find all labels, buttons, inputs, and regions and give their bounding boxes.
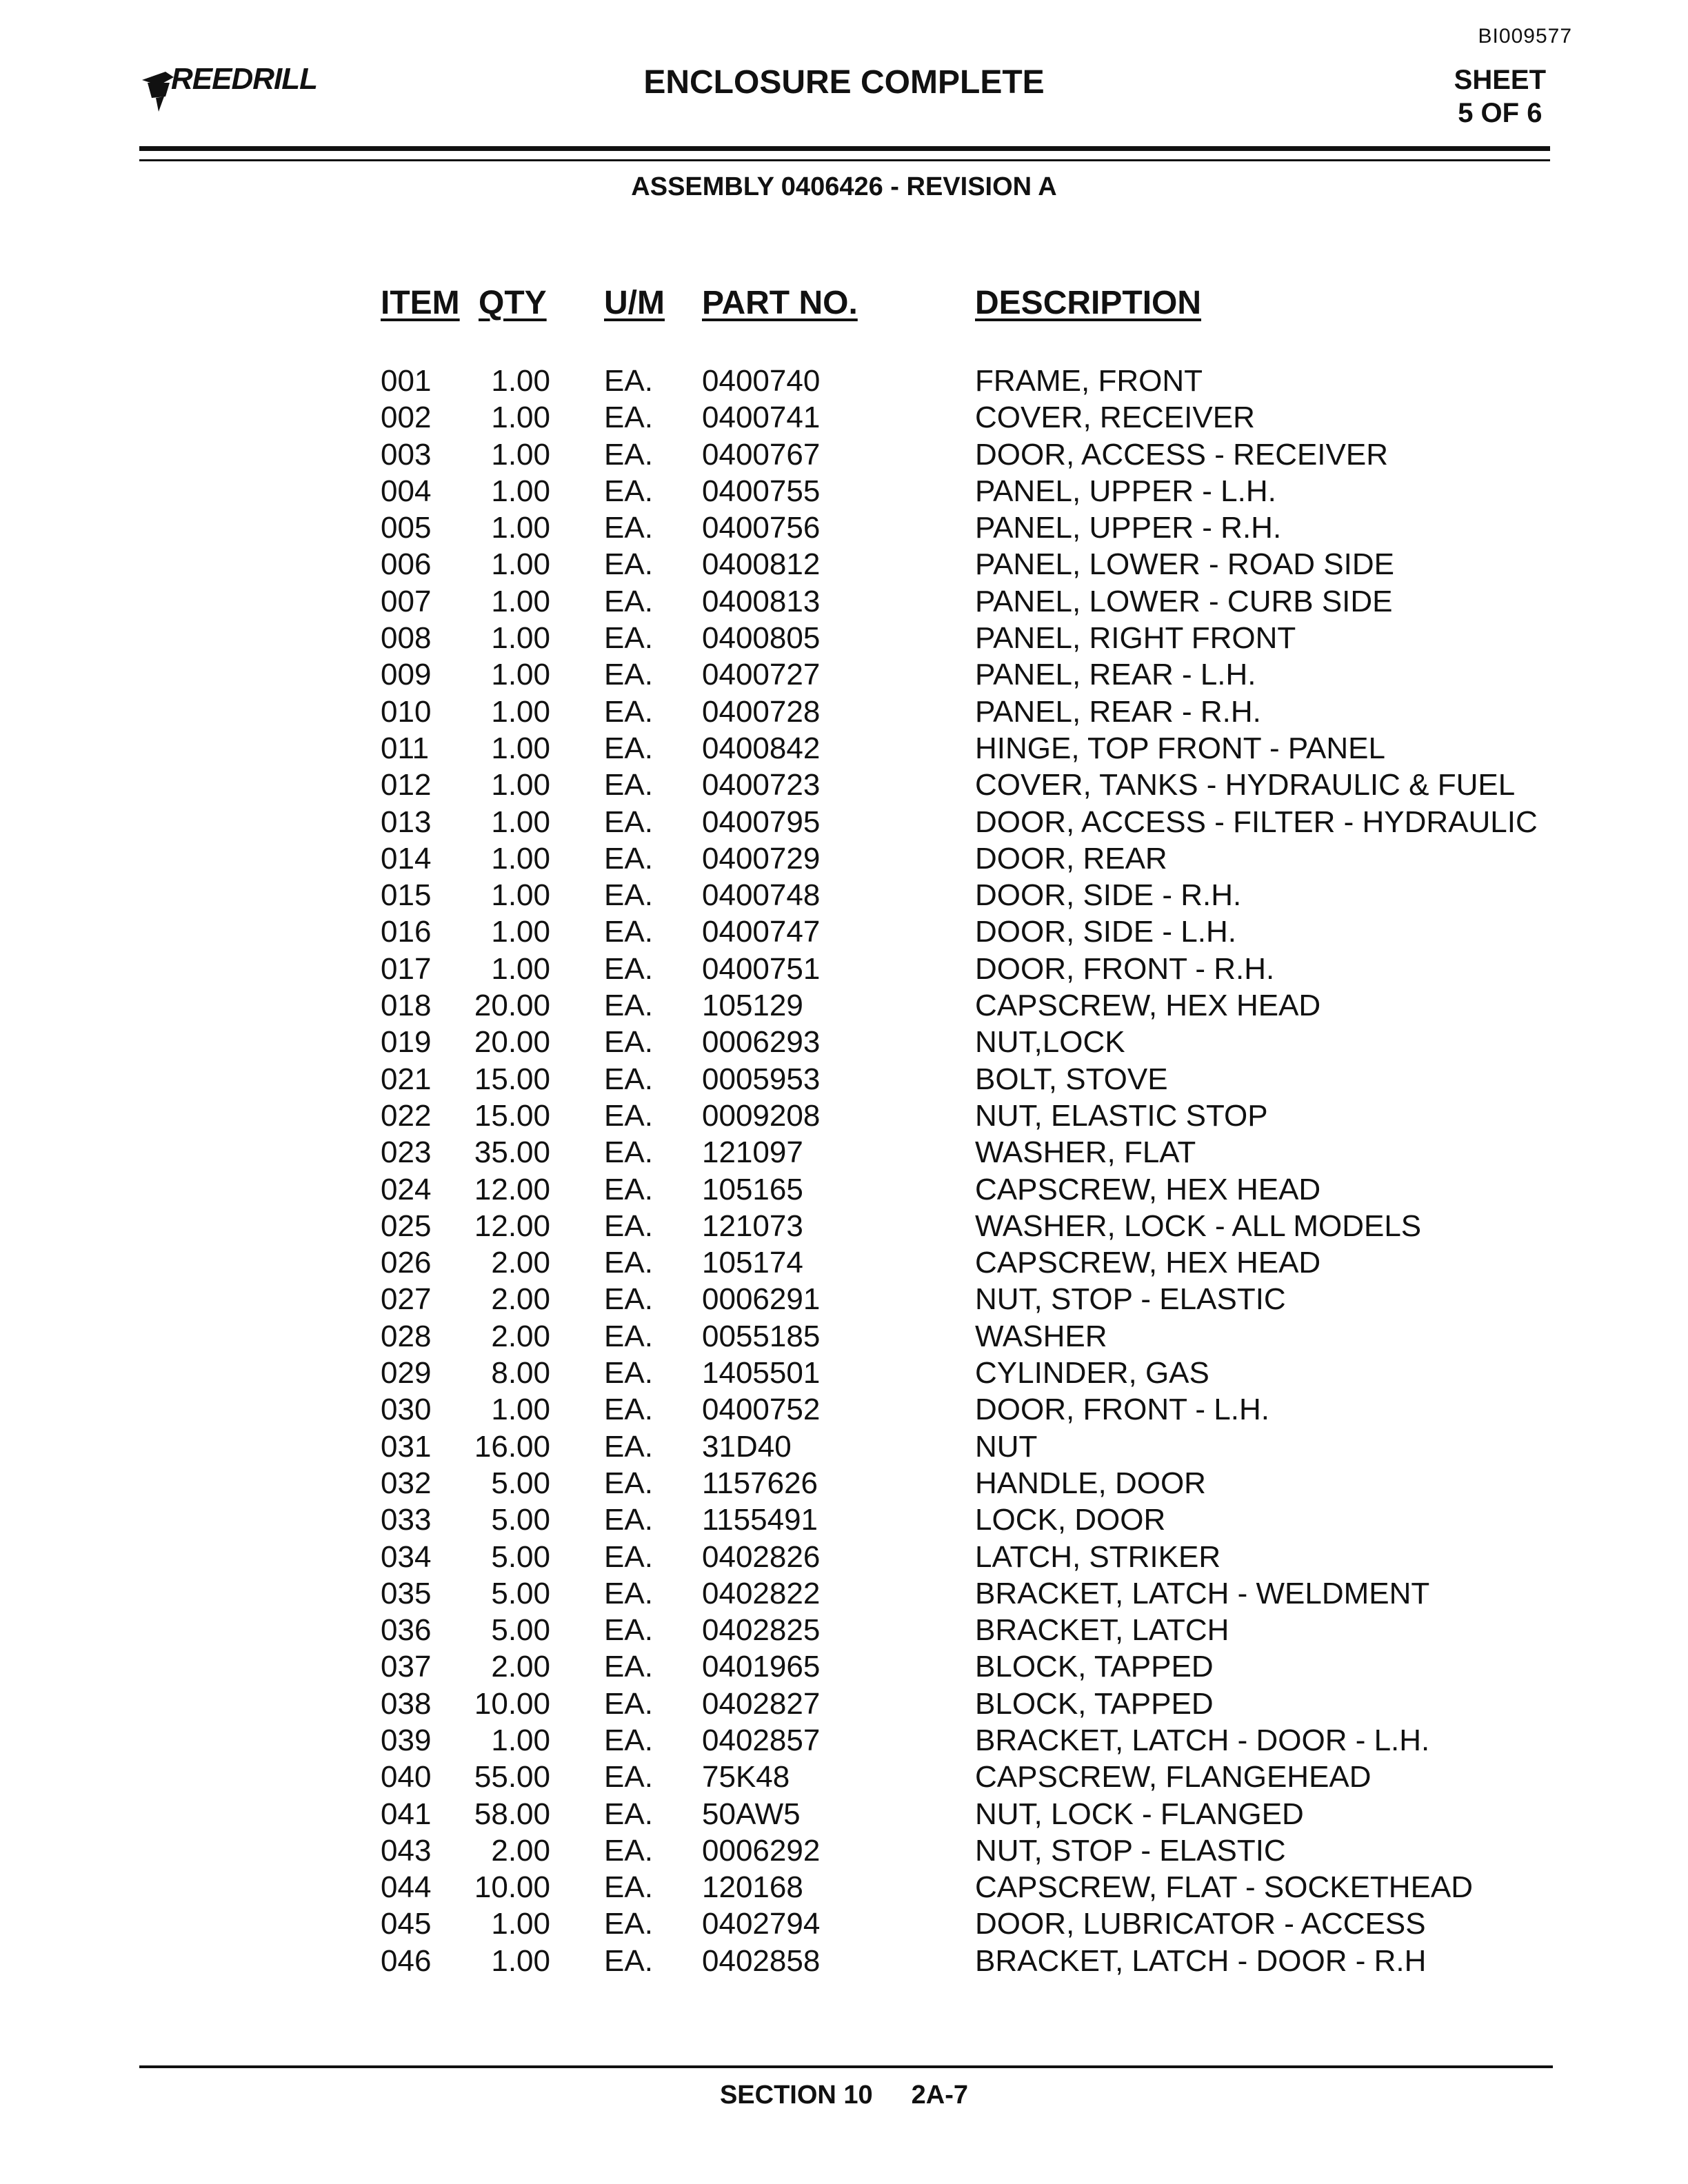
cell-description: DOOR, LUBRICATOR - ACCESS bbox=[975, 1907, 1426, 1941]
table-row bbox=[0, 1612, 1688, 1648]
cell-part-no: 0401965 bbox=[702, 1650, 821, 1684]
cell-qty: 5.00 bbox=[491, 1466, 550, 1500]
cell-um: EA. bbox=[604, 1797, 653, 1831]
table-row bbox=[0, 1502, 1688, 1538]
cell-qty: 15.00 bbox=[474, 1098, 550, 1133]
cell-um: EA. bbox=[604, 1209, 653, 1243]
cell-qty: 8.00 bbox=[491, 1356, 550, 1391]
cell-part-no: 0400767 bbox=[702, 437, 821, 472]
cell-description: PANEL, LOWER - ROAD SIDE bbox=[975, 547, 1394, 582]
cell-part-no: 0400756 bbox=[702, 511, 821, 545]
cell-qty: 1.00 bbox=[491, 915, 550, 949]
table-row bbox=[0, 1281, 1688, 1317]
cell-description: WASHER, FLAT bbox=[975, 1135, 1196, 1170]
cell-item: 005 bbox=[381, 511, 432, 545]
cell-item: 044 bbox=[381, 1870, 432, 1905]
cell-qty: 2.00 bbox=[491, 1833, 550, 1868]
cell-um: EA. bbox=[604, 1870, 653, 1905]
table-row bbox=[0, 1905, 1688, 1942]
cell-description: NUT,LOCK bbox=[975, 1025, 1125, 1060]
cell-description: DOOR, SIDE - L.H. bbox=[975, 915, 1236, 949]
cell-description: DOOR, ACCESS - FILTER - HYDRAULIC bbox=[975, 805, 1538, 839]
cell-item: 046 bbox=[381, 1943, 432, 1978]
document-id: BI009577 bbox=[1478, 25, 1572, 48]
cell-description: WASHER, LOCK - ALL MODELS bbox=[975, 1209, 1422, 1243]
cell-um: EA. bbox=[604, 1098, 653, 1133]
cell-item: 024 bbox=[381, 1172, 432, 1206]
cell-qty: 5.00 bbox=[491, 1613, 550, 1648]
cell-item: 008 bbox=[381, 621, 432, 656]
column-header-description: DESCRIPTION bbox=[975, 285, 1202, 321]
table-row bbox=[0, 436, 1688, 473]
footer-rule bbox=[139, 2065, 1553, 2068]
cell-part-no: 0400727 bbox=[702, 658, 821, 692]
table-row bbox=[0, 1098, 1688, 1134]
cell-part-no: 31D40 bbox=[702, 1429, 792, 1464]
cell-qty: 12.00 bbox=[474, 1209, 550, 1243]
cell-qty: 1.00 bbox=[491, 474, 550, 508]
cell-item: 030 bbox=[381, 1393, 432, 1427]
cell-um: EA. bbox=[604, 511, 653, 545]
cell-part-no: 0400741 bbox=[702, 401, 821, 435]
cell-part-no: 0400748 bbox=[702, 878, 821, 913]
cell-um: EA. bbox=[604, 1686, 653, 1721]
cell-qty: 1.00 bbox=[491, 878, 550, 913]
table-row bbox=[0, 1391, 1688, 1428]
cell-description: CAPSCREW, FLANGEHEAD bbox=[975, 1760, 1372, 1794]
cell-um: EA. bbox=[604, 1503, 653, 1537]
cell-part-no: 0402857 bbox=[702, 1723, 821, 1757]
cell-description: NUT, LOCK - FLANGED bbox=[975, 1797, 1304, 1831]
cell-part-no: 0400755 bbox=[702, 474, 821, 508]
cell-description: HINGE, TOP FRONT - PANEL bbox=[975, 731, 1385, 765]
cell-qty: 1.00 bbox=[491, 768, 550, 802]
cell-part-no: 0402858 bbox=[702, 1943, 821, 1978]
cell-part-no: 0400795 bbox=[702, 805, 821, 839]
cell-description: LOCK, DOOR bbox=[975, 1503, 1166, 1537]
table-row bbox=[0, 1759, 1688, 1795]
page-footer bbox=[0, 2081, 1688, 2110]
cell-item: 023 bbox=[381, 1135, 432, 1170]
cell-item: 018 bbox=[381, 989, 432, 1023]
cell-part-no: 105129 bbox=[702, 989, 803, 1023]
cell-description: LATCH, STRIKER bbox=[975, 1539, 1221, 1574]
cell-description: BLOCK, TAPPED bbox=[975, 1650, 1214, 1684]
cell-description: NUT bbox=[975, 1429, 1038, 1464]
sheet-label: SHEET bbox=[1454, 65, 1546, 95]
cell-part-no: 50AW5 bbox=[702, 1797, 801, 1831]
table-row bbox=[0, 1722, 1688, 1759]
cell-part-no: 1157626 bbox=[702, 1466, 818, 1500]
cell-qty: 1.00 bbox=[491, 731, 550, 765]
logo-wordmark: REEDRILL bbox=[171, 62, 317, 96]
cell-item: 040 bbox=[381, 1760, 432, 1794]
table-row bbox=[0, 1355, 1688, 1391]
cell-qty: 1.00 bbox=[491, 1393, 550, 1427]
cell-part-no: 0402822 bbox=[702, 1576, 821, 1610]
cell-um: EA. bbox=[604, 841, 653, 876]
cell-part-no: 0400747 bbox=[702, 915, 821, 949]
cell-qty: 1.00 bbox=[491, 401, 550, 435]
cell-item: 006 bbox=[381, 547, 432, 582]
cell-item: 022 bbox=[381, 1098, 432, 1133]
cell-qty: 1.00 bbox=[491, 437, 550, 472]
cell-qty: 20.00 bbox=[474, 989, 550, 1023]
cell-um: EA. bbox=[604, 1135, 653, 1170]
cell-um: EA. bbox=[604, 1246, 653, 1280]
cell-description: CAPSCREW, HEX HEAD bbox=[975, 989, 1321, 1023]
cell-qty: 16.00 bbox=[474, 1429, 550, 1464]
table-row bbox=[0, 1648, 1688, 1685]
cell-um: EA. bbox=[604, 401, 653, 435]
cell-qty: 1.00 bbox=[491, 1723, 550, 1757]
cell-qty: 1.00 bbox=[491, 841, 550, 876]
cell-qty: 2.00 bbox=[491, 1282, 550, 1317]
cell-part-no: 121073 bbox=[702, 1209, 803, 1243]
cell-item: 007 bbox=[381, 584, 432, 618]
cell-part-no: 0400842 bbox=[702, 731, 821, 765]
table-body bbox=[0, 363, 1688, 1979]
cell-item: 027 bbox=[381, 1282, 432, 1317]
cell-um: EA. bbox=[604, 364, 653, 398]
cell-um: EA. bbox=[604, 1943, 653, 1978]
table-row bbox=[0, 1318, 1688, 1355]
cell-qty: 2.00 bbox=[491, 1319, 550, 1353]
cell-description: DOOR, ACCESS - RECEIVER bbox=[975, 437, 1389, 472]
footer-page-number: 2A-7 bbox=[911, 2081, 969, 2110]
table-row bbox=[0, 1686, 1688, 1722]
cell-description: DOOR, FRONT - L.H. bbox=[975, 1393, 1269, 1427]
assembly-subtitle: ASSEMBLY 0406426 - REVISION A bbox=[631, 172, 1057, 201]
cell-item: 028 bbox=[381, 1319, 432, 1353]
cell-description: WASHER bbox=[975, 1319, 1107, 1353]
cell-item: 029 bbox=[381, 1356, 432, 1391]
cell-description: FRAME, FRONT bbox=[975, 364, 1203, 398]
cell-description: NUT, STOP - ELASTIC bbox=[975, 1282, 1286, 1317]
cell-part-no: 0400729 bbox=[702, 841, 821, 876]
cell-item: 033 bbox=[381, 1503, 432, 1537]
cell-qty: 10.00 bbox=[474, 1686, 550, 1721]
cell-um: EA. bbox=[604, 584, 653, 618]
cell-qty: 1.00 bbox=[491, 951, 550, 986]
cell-um: EA. bbox=[604, 1539, 653, 1574]
cell-um: EA. bbox=[604, 878, 653, 913]
cell-qty: 12.00 bbox=[474, 1172, 550, 1206]
parts-table bbox=[0, 283, 1688, 1979]
cell-um: EA. bbox=[604, 1466, 653, 1500]
table-row bbox=[0, 767, 1688, 803]
cell-part-no: 1155491 bbox=[702, 1503, 818, 1537]
cell-qty: 1.00 bbox=[491, 694, 550, 729]
cell-um: EA. bbox=[604, 1356, 653, 1391]
cell-um: EA. bbox=[604, 1062, 653, 1096]
cell-description: PANEL, LOWER - CURB SIDE bbox=[975, 584, 1393, 618]
column-header-item: ITEM bbox=[381, 285, 460, 321]
cell-um: EA. bbox=[604, 805, 653, 839]
cell-qty: 5.00 bbox=[491, 1539, 550, 1574]
cell-qty: 10.00 bbox=[474, 1870, 550, 1905]
cell-um: EA. bbox=[604, 1613, 653, 1648]
cell-part-no: 0400740 bbox=[702, 364, 821, 398]
cell-item: 009 bbox=[381, 658, 432, 692]
cell-description: HANDLE, DOOR bbox=[975, 1466, 1206, 1500]
cell-um: EA. bbox=[604, 1760, 653, 1794]
cell-part-no: 0402826 bbox=[702, 1539, 821, 1574]
table-row bbox=[0, 1244, 1688, 1281]
cell-part-no: 0400752 bbox=[702, 1393, 821, 1427]
cell-qty: 1.00 bbox=[491, 1943, 550, 1978]
cell-um: EA. bbox=[604, 915, 653, 949]
cell-qty: 20.00 bbox=[474, 1025, 550, 1060]
cell-part-no: 0400813 bbox=[702, 584, 821, 618]
cell-part-no: 0055185 bbox=[702, 1319, 821, 1353]
table-row bbox=[0, 1869, 1688, 1905]
cell-description: DOOR, REAR bbox=[975, 841, 1167, 876]
column-header-um: U/M bbox=[604, 285, 665, 321]
cell-qty: 1.00 bbox=[491, 1907, 550, 1941]
cell-item: 035 bbox=[381, 1576, 432, 1610]
cell-um: EA. bbox=[604, 474, 653, 508]
table-row bbox=[0, 987, 1688, 1024]
cell-item: 002 bbox=[381, 401, 432, 435]
cell-um: EA. bbox=[604, 1393, 653, 1427]
cell-item: 034 bbox=[381, 1539, 432, 1574]
cell-part-no: 0402827 bbox=[702, 1686, 821, 1721]
cell-qty: 55.00 bbox=[474, 1760, 550, 1794]
cell-qty: 1.00 bbox=[491, 621, 550, 656]
cell-description: COVER, TANKS - HYDRAULIC & FUEL bbox=[975, 768, 1516, 802]
cell-item: 003 bbox=[381, 437, 432, 472]
cell-item: 019 bbox=[381, 1025, 432, 1060]
cell-description: DOOR, SIDE - R.H. bbox=[975, 878, 1242, 913]
table-row bbox=[0, 656, 1688, 693]
table-row bbox=[0, 1575, 1688, 1612]
table-row bbox=[0, 804, 1688, 840]
table-row bbox=[0, 620, 1688, 656]
cell-part-no: 121097 bbox=[702, 1135, 803, 1170]
cell-um: EA. bbox=[604, 694, 653, 729]
cell-item: 032 bbox=[381, 1466, 432, 1500]
table-row bbox=[0, 913, 1688, 950]
table-row bbox=[0, 1134, 1688, 1171]
cell-part-no: 0006292 bbox=[702, 1833, 821, 1868]
cell-um: EA. bbox=[604, 1319, 653, 1353]
cell-part-no: 0005953 bbox=[702, 1062, 821, 1096]
cell-item: 010 bbox=[381, 694, 432, 729]
footer-section: SECTION 10 bbox=[719, 2081, 873, 2110]
cell-qty: 1.00 bbox=[491, 364, 550, 398]
table-row bbox=[0, 1428, 1688, 1465]
table-row bbox=[0, 730, 1688, 767]
cell-item: 011 bbox=[381, 731, 430, 765]
cell-description: PANEL, UPPER - L.H. bbox=[975, 474, 1276, 508]
cell-item: 041 bbox=[381, 1797, 432, 1831]
cell-part-no: 0402794 bbox=[702, 1907, 821, 1941]
cell-description: CAPSCREW, FLAT - SOCKETHEAD bbox=[975, 1870, 1474, 1905]
cell-description: CAPSCREW, HEX HEAD bbox=[975, 1246, 1321, 1280]
cell-item: 013 bbox=[381, 805, 432, 839]
cell-um: EA. bbox=[604, 1723, 653, 1757]
cell-um: EA. bbox=[604, 989, 653, 1023]
table-row bbox=[0, 473, 1688, 509]
cell-item: 038 bbox=[381, 1686, 432, 1721]
cell-description: PANEL, UPPER - R.H. bbox=[975, 511, 1282, 545]
cell-item: 016 bbox=[381, 915, 432, 949]
cell-um: EA. bbox=[604, 1650, 653, 1684]
cell-um: EA. bbox=[604, 658, 653, 692]
cell-part-no: 120168 bbox=[702, 1870, 803, 1905]
cell-part-no: 75K48 bbox=[702, 1760, 790, 1794]
cell-description: BRACKET, LATCH - WELDMENT bbox=[975, 1576, 1430, 1610]
table-row bbox=[0, 1208, 1688, 1244]
cell-um: EA. bbox=[604, 1576, 653, 1610]
cell-item: 025 bbox=[381, 1209, 432, 1243]
cell-item: 043 bbox=[381, 1833, 432, 1868]
cell-um: EA. bbox=[604, 1429, 653, 1464]
cell-um: EA. bbox=[604, 547, 653, 582]
cell-item: 012 bbox=[381, 768, 432, 802]
header-rule-thin bbox=[139, 159, 1550, 161]
cell-part-no: 0400751 bbox=[702, 951, 821, 986]
cell-description: NUT, ELASTIC STOP bbox=[975, 1098, 1268, 1133]
cell-qty: 1.00 bbox=[491, 547, 550, 582]
table-row bbox=[0, 1171, 1688, 1208]
cell-part-no: 0400805 bbox=[702, 621, 821, 656]
table-row bbox=[0, 951, 1688, 987]
cell-um: EA. bbox=[604, 621, 653, 656]
cell-qty: 1.00 bbox=[491, 511, 550, 545]
cell-item: 015 bbox=[381, 878, 432, 913]
table-row bbox=[0, 1465, 1688, 1502]
cell-um: EA. bbox=[604, 437, 653, 472]
cell-item: 004 bbox=[381, 474, 432, 508]
cell-description: CAPSCREW, HEX HEAD bbox=[975, 1172, 1321, 1206]
column-header-part-no: PART NO. bbox=[702, 285, 858, 321]
cell-part-no: 0400728 bbox=[702, 694, 821, 729]
page-title: ENCLOSURE COMPLETE bbox=[643, 64, 1045, 101]
column-header-qty: QTY bbox=[479, 285, 547, 321]
table-row bbox=[0, 1832, 1688, 1869]
table-row bbox=[0, 546, 1688, 583]
cell-qty: 5.00 bbox=[491, 1503, 550, 1537]
cell-qty: 2.00 bbox=[491, 1246, 550, 1280]
cell-item: 045 bbox=[381, 1907, 432, 1941]
cell-part-no: 0009208 bbox=[702, 1098, 821, 1133]
cell-part-no: 0006291 bbox=[702, 1282, 821, 1317]
table-row bbox=[0, 694, 1688, 730]
cell-item: 026 bbox=[381, 1246, 432, 1280]
cell-qty: 5.00 bbox=[491, 1576, 550, 1610]
cell-um: EA. bbox=[604, 1172, 653, 1206]
cell-um: EA. bbox=[604, 731, 653, 765]
cell-description: PANEL, RIGHT FRONT bbox=[975, 621, 1296, 656]
cell-item: 021 bbox=[381, 1062, 432, 1096]
cell-part-no: 1405501 bbox=[702, 1356, 821, 1391]
cell-part-no: 0402825 bbox=[702, 1613, 821, 1648]
cell-part-no: 105165 bbox=[702, 1172, 803, 1206]
table-row bbox=[0, 509, 1688, 546]
cell-um: EA. bbox=[604, 1907, 653, 1941]
header-rule-thick bbox=[139, 146, 1550, 151]
table-row bbox=[0, 1796, 1688, 1832]
cell-qty: 1.00 bbox=[491, 658, 550, 692]
cell-um: EA. bbox=[604, 1025, 653, 1060]
table-row bbox=[0, 1024, 1688, 1060]
cell-um: EA. bbox=[604, 951, 653, 986]
cell-item: 017 bbox=[381, 951, 432, 986]
cell-description: NUT, STOP - ELASTIC bbox=[975, 1833, 1286, 1868]
sheet-number bbox=[1454, 63, 1546, 130]
cell-part-no: 0006293 bbox=[702, 1025, 821, 1060]
cell-um: EA. bbox=[604, 768, 653, 802]
cell-qty: 58.00 bbox=[474, 1797, 550, 1831]
table-row bbox=[0, 1539, 1688, 1575]
cell-item: 014 bbox=[381, 841, 432, 876]
cell-item: 001 bbox=[381, 364, 432, 398]
table-row bbox=[0, 840, 1688, 877]
cell-description: DOOR, FRONT - R.H. bbox=[975, 951, 1275, 986]
cell-description: BRACKET, LATCH - DOOR - L.H. bbox=[975, 1723, 1430, 1757]
cell-um: EA. bbox=[604, 1282, 653, 1317]
cell-description: CYLINDER, GAS bbox=[975, 1356, 1209, 1391]
cell-description: PANEL, REAR - L.H. bbox=[975, 658, 1256, 692]
cell-qty: 2.00 bbox=[491, 1650, 550, 1684]
cell-description: BOLT, STOVE bbox=[975, 1062, 1168, 1096]
cell-qty: 1.00 bbox=[491, 584, 550, 618]
cell-qty: 15.00 bbox=[474, 1062, 550, 1096]
cell-qty: 35.00 bbox=[474, 1135, 550, 1170]
cell-item: 031 bbox=[381, 1429, 432, 1464]
cell-qty: 1.00 bbox=[491, 805, 550, 839]
cell-description: BRACKET, LATCH - DOOR - R.H bbox=[975, 1943, 1427, 1978]
table-row bbox=[0, 399, 1688, 436]
cell-part-no: 105174 bbox=[702, 1246, 803, 1280]
table-row bbox=[0, 1061, 1688, 1098]
cell-description: BLOCK, TAPPED bbox=[975, 1686, 1214, 1721]
table-row bbox=[0, 1943, 1688, 1979]
table-header bbox=[0, 283, 1688, 363]
cell-description: PANEL, REAR - R.H. bbox=[975, 694, 1261, 729]
table-row bbox=[0, 363, 1688, 399]
cell-part-no: 0400723 bbox=[702, 768, 821, 802]
sheet-count: 5 OF 6 bbox=[1458, 98, 1543, 128]
cell-description: BRACKET, LATCH bbox=[975, 1613, 1229, 1648]
cell-um: EA. bbox=[604, 1833, 653, 1868]
cell-item: 036 bbox=[381, 1613, 432, 1648]
cell-part-no: 0400812 bbox=[702, 547, 821, 582]
table-row bbox=[0, 583, 1688, 620]
cell-description: COVER, RECEIVER bbox=[975, 401, 1255, 435]
table-row bbox=[0, 877, 1688, 913]
cell-item: 037 bbox=[381, 1650, 432, 1684]
cell-item: 039 bbox=[381, 1723, 432, 1757]
